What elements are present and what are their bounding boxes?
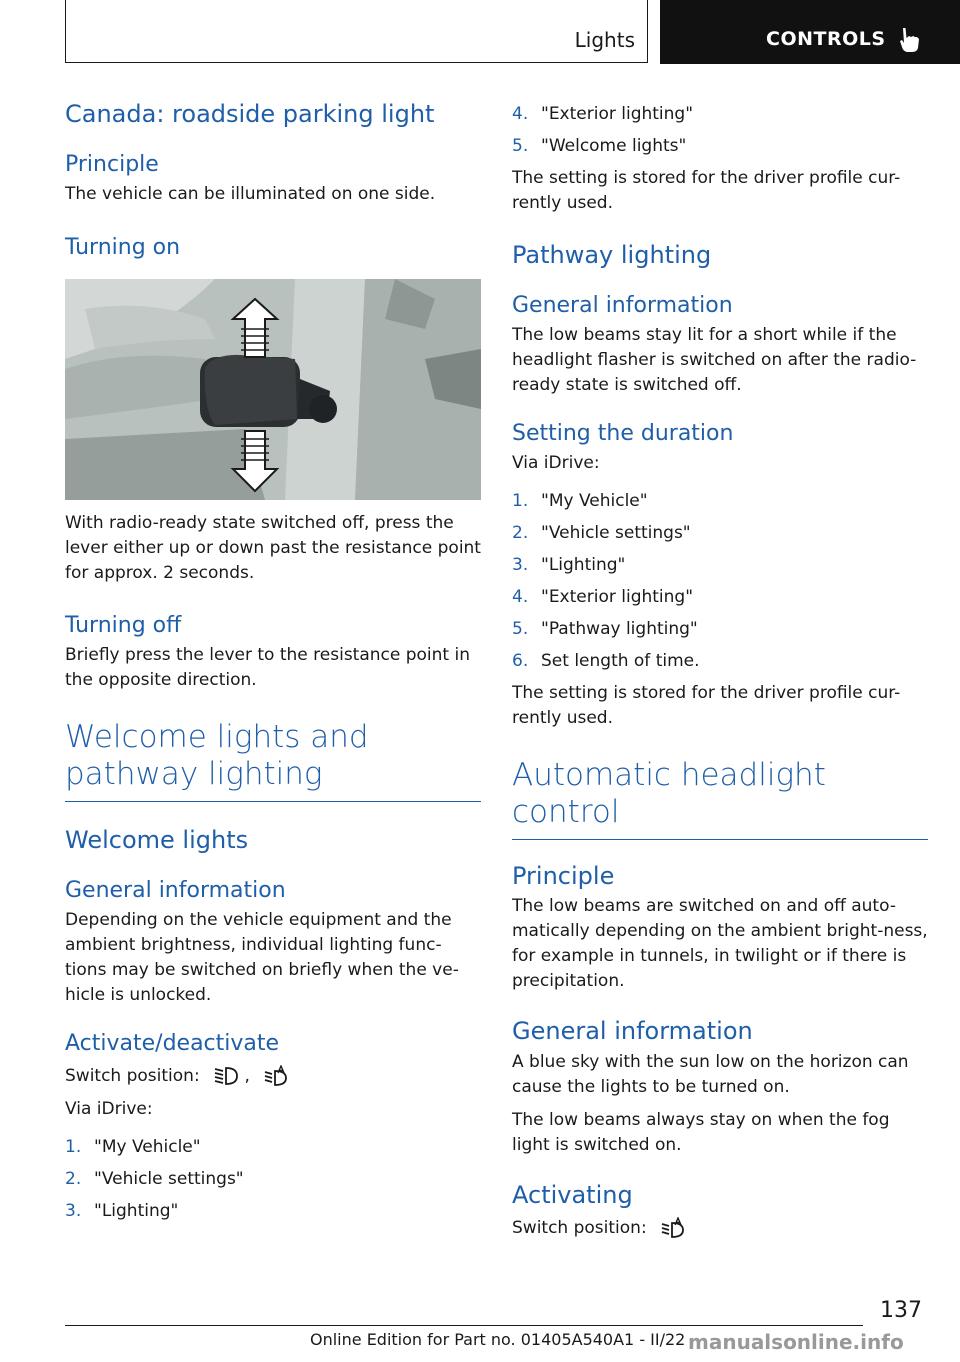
heading-general-information: General information — [512, 1017, 753, 1045]
list-item — [512, 134, 928, 166]
low-beam-icon — [213, 1065, 239, 1087]
list-item — [512, 617, 928, 649]
step-number: 2. — [65, 1169, 82, 1189]
heading-setting-duration: Setting the duration — [512, 421, 734, 446]
text-auto-general-sun: A blue sky with the sun low on the horizon can cause the lights to be turned on. — [512, 1052, 909, 1097]
footer-edition: Online Edition for Part no. 01405A540A1 - II/22 — [310, 1330, 686, 1349]
via-idrive-label: Via iDrive: — [65, 1099, 153, 1119]
heading-canada: Canada: roadside parking light — [65, 100, 435, 128]
text-principle: The vehicle can be illuminated on one side. — [65, 184, 436, 204]
auto-headlight-icon — [263, 1065, 289, 1087]
step-text: "Exterior lighting" — [541, 104, 694, 124]
heading-activating: Activating — [512, 1181, 633, 1209]
text-setting-stored: The setting is stored for the driver profile cur-rently used. — [512, 168, 901, 213]
idrive-steps-continued — [512, 102, 928, 166]
list-item — [512, 489, 928, 521]
step-text: Set length of time. — [541, 651, 700, 671]
list-item — [512, 585, 928, 617]
section-tab — [65, 0, 648, 63]
step-text: "Lighting" — [94, 1201, 179, 1221]
step-text: "Pathway lighting" — [541, 619, 698, 639]
heading-principle: Principle — [512, 862, 615, 890]
switch-position-row — [512, 1216, 928, 1241]
step-text: "My Vehicle" — [94, 1137, 201, 1157]
heading-welcome-pathway: Welcome lights and pathway lighting — [65, 719, 481, 802]
list-item — [512, 102, 928, 134]
step-number: 4. — [512, 587, 529, 607]
heading-pathway-lighting: Pathway lighting — [512, 241, 712, 269]
pointing-hand-icon — [897, 26, 923, 54]
heading-principle: Principle — [65, 152, 159, 177]
switch-separator: , — [244, 1066, 250, 1086]
text-pathway-general: The low beams stay lit for a short while if the headlight flasher is switched on after the radio-ready state is switched off. — [512, 325, 917, 395]
switch-position-label: Switch position: — [512, 1218, 647, 1238]
section-title: Lights — [574, 28, 635, 52]
steering-column-lever-photo — [65, 279, 481, 500]
heading-general-information: General information — [512, 293, 733, 318]
footer-rule — [65, 1325, 863, 1326]
left-column — [65, 96, 481, 1231]
text-auto-general-fog: The low beams always stay on when the fog light is switched on. — [512, 1110, 890, 1155]
step-text: "Lighting" — [541, 555, 626, 575]
step-number: 5. — [512, 619, 529, 639]
idrive-steps-list — [65, 1135, 481, 1231]
text-general-information: Depending on the vehicle equipment and the ambient brightness, individual lighting func-tions may be switched on briefly when the ve-hicle is unlocked. — [65, 910, 459, 1005]
step-number: 4. — [512, 104, 529, 124]
duration-steps-list — [512, 489, 928, 681]
step-text: "My Vehicle" — [541, 491, 648, 511]
watermark-text: manualsonline.info — [688, 1330, 904, 1354]
switch-position-label: Switch position: — [65, 1066, 200, 1086]
auto-headlight-icon — [660, 1217, 686, 1239]
list-item — [512, 553, 928, 585]
list-item — [512, 521, 928, 553]
page-number: 137 — [880, 1298, 922, 1323]
step-number: 1. — [512, 491, 529, 511]
via-idrive-label: Via iDrive: — [512, 453, 600, 473]
list-item — [512, 649, 928, 681]
switch-position-row — [65, 1064, 481, 1089]
step-number: 1. — [65, 1137, 82, 1157]
text-auto-principle: The low beams are switched on and off auto-matically depending on the ambient bright-ness, for example in tunnels, in twilight or if there is precipitation. — [512, 896, 928, 991]
step-text: "Welcome lights" — [541, 136, 687, 156]
step-text: "Vehicle settings" — [94, 1169, 244, 1189]
text-setting-stored: The setting is stored for the driver profile cur-rently used. — [512, 683, 901, 728]
chapter-tab — [660, 0, 960, 64]
heading-welcome-lights: Welcome lights — [65, 826, 249, 854]
chapter-title: CONTROLS — [766, 28, 886, 50]
page-header — [0, 0, 960, 64]
list-item — [65, 1199, 481, 1231]
list-item — [65, 1135, 481, 1167]
step-number: 3. — [512, 555, 529, 575]
step-text: "Exterior lighting" — [541, 587, 694, 607]
heading-general-information: General information — [65, 878, 286, 903]
heading-activate-deactivate: Activate/deactivate — [65, 1031, 280, 1056]
heading-turning-off: Turning off — [65, 613, 182, 638]
right-column — [512, 96, 928, 1241]
heading-turning-on: Turning on — [65, 235, 181, 260]
text-turning-off: Briefly press the lever to the resistance point in the opposite direction. — [65, 645, 470, 690]
step-number: 5. — [512, 136, 529, 156]
text-turning-on: With radio-ready state switched off, press the lever either up or down past the resistance point for approx. 2 seconds. — [65, 513, 481, 583]
heading-automatic-headlight-control: Automatic headlight control — [512, 757, 928, 840]
list-item — [65, 1167, 481, 1199]
step-number: 2. — [512, 523, 529, 543]
step-number: 3. — [65, 1201, 82, 1221]
step-text: "Vehicle settings" — [541, 523, 691, 543]
step-number: 6. — [512, 651, 529, 671]
